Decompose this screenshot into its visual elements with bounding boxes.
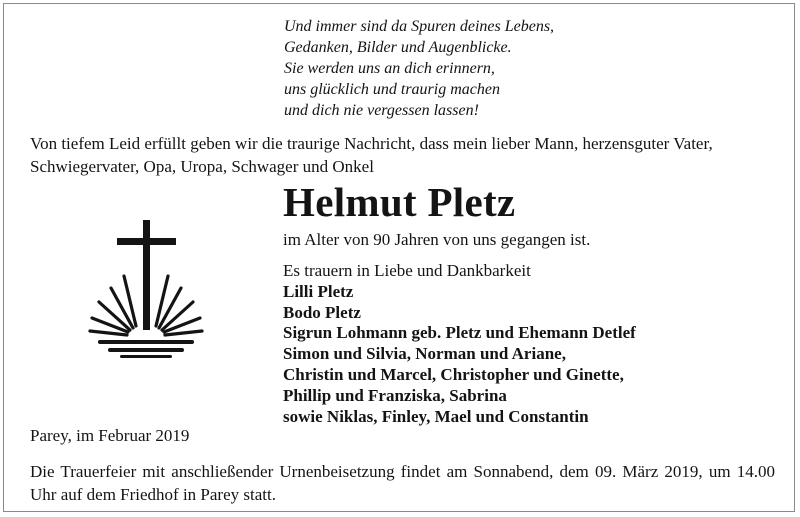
mourners-lead: Es trauern in Liebe und Dankbarkeit	[283, 261, 531, 280]
poem-line: und dich nie vergessen lassen!	[284, 102, 479, 119]
poem-line: Sie werden uns an dich erinnern,	[284, 60, 495, 77]
mourner-entry: sowie Niklas, Finley, Mael und Constantin	[283, 406, 589, 426]
mourners-list	[283, 261, 636, 427]
poem-line: uns glücklich und traurig machen	[284, 81, 500, 98]
mourner-entry: Sigrun Lohmann geb. Pletz und Ehemann Detlef	[283, 323, 636, 343]
poem-line: Und immer sind da Spuren deines Lebens,	[284, 18, 555, 35]
memorial-poem	[284, 16, 704, 121]
mourner-entry: Christin und Marcel, Christopher und Ginette,	[283, 364, 624, 384]
deceased-name: Helmut Pletz	[283, 179, 516, 225]
poem-line: Gedanken, Bilder und Augenblicke.	[284, 39, 512, 56]
mourner-entry: Simon und Silvia, Norman und Ariane,	[283, 344, 566, 364]
age-line: im Alter von 90 Jahren von uns gegangen ist.	[283, 230, 591, 249]
mourner-entry: Lilli Pletz	[283, 281, 354, 301]
mourner-entry: Phillip und Franziska, Sabrina	[283, 385, 507, 405]
cross-with-rays-icon	[88, 218, 204, 358]
place-date: Parey, im Februar 2019	[30, 426, 190, 445]
mourner-entry: Bodo Pletz	[283, 302, 361, 322]
funeral-notice: Die Trauerfeier mit anschließender Urnenbeisetzung findet am Sonnabend, dem 09. März 2019, um 14.00 Uhr auf dem Friedhof in Parey statt.	[30, 462, 775, 504]
intro-text: Von tiefem Leid erfüllt geben wir die traurige Nachricht, dass mein lieber Mann, herzensguter Vater, Schwiegervater, Opa, Uropa, Schwager und Onkel	[30, 134, 713, 176]
